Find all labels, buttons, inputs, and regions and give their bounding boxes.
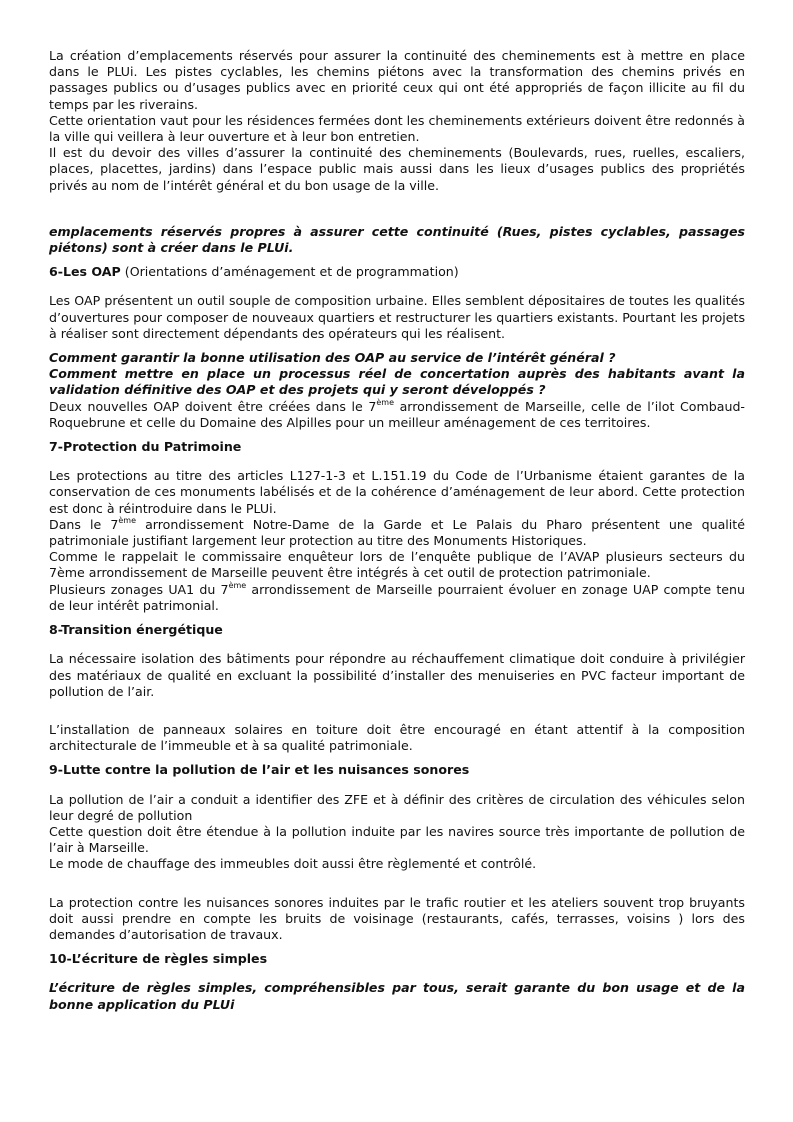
s7-p4-end: arrondissement de Marseille pourraient évoluer en zonage UAP compte tenu de leur intérêt patrimonial. bbox=[49, 581, 745, 613]
section-7-paragraph-1: Les protections au titre des articles L127-1-3 et L.151.19 du Code de l’Urbanisme étaient garantes de la conservation de ces monuments labélisés et de la cohérence d’aménagement de leur abord. Cette protection est donc à réintroduire dans le PLUi. bbox=[49, 468, 745, 516]
section-9-heading: 9-Lutte contre la pollution de l’air et les nuisances sonores bbox=[49, 762, 470, 778]
s7-p4-sup: ème bbox=[228, 580, 247, 590]
section-6-question-1: Comment garantir la bonne utilisation des OAP au service de l’intérêt général ? bbox=[49, 350, 616, 366]
section-10-heading: 10-L’écriture de règles simples bbox=[49, 951, 268, 967]
section-9-paragraph-2: Cette question doit être étendue à la pollution induite par les navires source très importante de pollution de l’air à Marseille. bbox=[49, 823, 745, 856]
section-7-paragraph-3: Comme le rappelait le commissaire enquêteur lors de l’enquête publique de l’AVAP plusieurs secteurs du 7ème arrondissement de Marseille peuvent être intégrés à cet outil de protection patrimoniale. bbox=[49, 549, 745, 581]
section-8-heading: 8-Transition énergétique bbox=[49, 622, 223, 638]
intro-paragraph-3: Il est du devoir des villes d’assurer la continuité des cheminements (Boulevards, rues, ruelles, escaliers, places, placettes, jardins) dans l’espace public mais aussi dans les lieux d’usages publics des propriétés privés au nom de l’intérêt général et du bon usage de la ville. bbox=[49, 145, 745, 193]
s7-p2-sup: ème bbox=[118, 515, 136, 525]
section-6-heading-line bbox=[49, 264, 745, 280]
section-6-question-2: Comment mettre en place un processus réel de concertation auprès des habitants avant la validation définitive des OAP et des projets qui y seront développés ? bbox=[49, 366, 745, 398]
section-7-paragraph-4 bbox=[49, 582, 745, 614]
section-7-paragraph-2 bbox=[49, 517, 745, 549]
section-6-heading: 6-Les OAP bbox=[49, 264, 121, 280]
section-6-paragraph-2 bbox=[49, 399, 745, 431]
section-6-heading-note: (Orientations d’aménagement et de programmation) bbox=[120, 264, 459, 280]
s6-p2-start: Deux nouvelles OAP doivent être créées dans le 7 bbox=[49, 398, 377, 414]
section-10-paragraph-1: L’écriture de règles simples, compréhensibles par tous, serait garante du bon usage et de la bonne application du PLUi bbox=[49, 980, 745, 1012]
s6-p2-sup: ème bbox=[376, 397, 395, 407]
section-9-paragraph-1: La pollution de l’air a conduit a identifier des ZFE et à définir des critères de circulation des véhicules selon leur degré de pollution bbox=[49, 791, 745, 823]
section-9-paragraph-4: La protection contre les nuisances sonores induites par le trafic routier et les ateliers souvent trop bruyants doit aussi prendre en compte les bruits de voisinage (restaurants, cafés, terrasses, voisins ) lors des demandes d’autorisation de travaux. bbox=[49, 894, 745, 942]
intro-emphasis: emplacements réservés propres à assurer cette continuité (Rues, pistes cyclables, passages piétons) sont à créer dans le PLUi. bbox=[49, 223, 745, 256]
s7-p2-start: Dans le 7 bbox=[49, 516, 119, 532]
section-7-heading: 7-Protection du Patrimoine bbox=[49, 439, 242, 455]
section-8-paragraph-1: La nécessaire isolation des bâtiments pour répondre au réchauffement climatique doit conduire à privilégier des matériaux de qualité en excluant la possibilité d’installer des menuiseries en PVC facteur important de pollution de l’air. bbox=[49, 651, 745, 699]
section-8-paragraph-2: L’installation de panneaux solaires en toiture doit être encouragé en étant attentif à la composition architecturale de l’immeuble et à sa qualité patrimoniale. bbox=[49, 721, 745, 754]
document-body bbox=[49, 48, 745, 1013]
s7-p4-start: Plusieurs zonages UA1 du 7 bbox=[49, 581, 229, 597]
intro-paragraph-1: La création d’emplacements réservés pour assurer la continuité des cheminements est à mettre en place dans le PLUi. Les pistes cyclables, les chemins piétons avec la transformation des chemins privés en passages publics ou d’usages publics avec en priorité ceux qui ont été appropriés de façon illicite au fil du temps par les riverains. bbox=[49, 48, 745, 112]
intro-paragraph-2: Cette orientation vaut pour les résidences fermées dont les cheminements extérieurs doivent être redonnés à la ville qui veillera à leur ouverture et à leur bon entretien. bbox=[49, 112, 745, 145]
section-6-paragraph-1: Les OAP présentent un outil souple de composition urbaine. Elles semblent dépositaires de toutes les qualités d’ouvertures pour composer de nouveaux quartiers et restructurer les quartiers existants. Pourtant les projets à réaliser sont directement dépendants des opérateurs qui les réalisent. bbox=[49, 293, 745, 341]
s6-p2-end: arrondissement de Marseille, celle de l’ilot Combaud-Roquebrune et celle du Domaine des Alpilles pour un meilleur aménagement de ces territoires. bbox=[49, 398, 745, 430]
s7-p2-end: arrondissement Notre-Dame de la Garde et Le Palais du Pharo présentent une qualité patrimoniale justifiant largement leur protection au titre des Monuments Historiques. bbox=[49, 516, 745, 549]
section-9-paragraph-3: Le mode de chauffage des immeubles doit aussi être règlementé et contrôlé. bbox=[49, 856, 537, 872]
